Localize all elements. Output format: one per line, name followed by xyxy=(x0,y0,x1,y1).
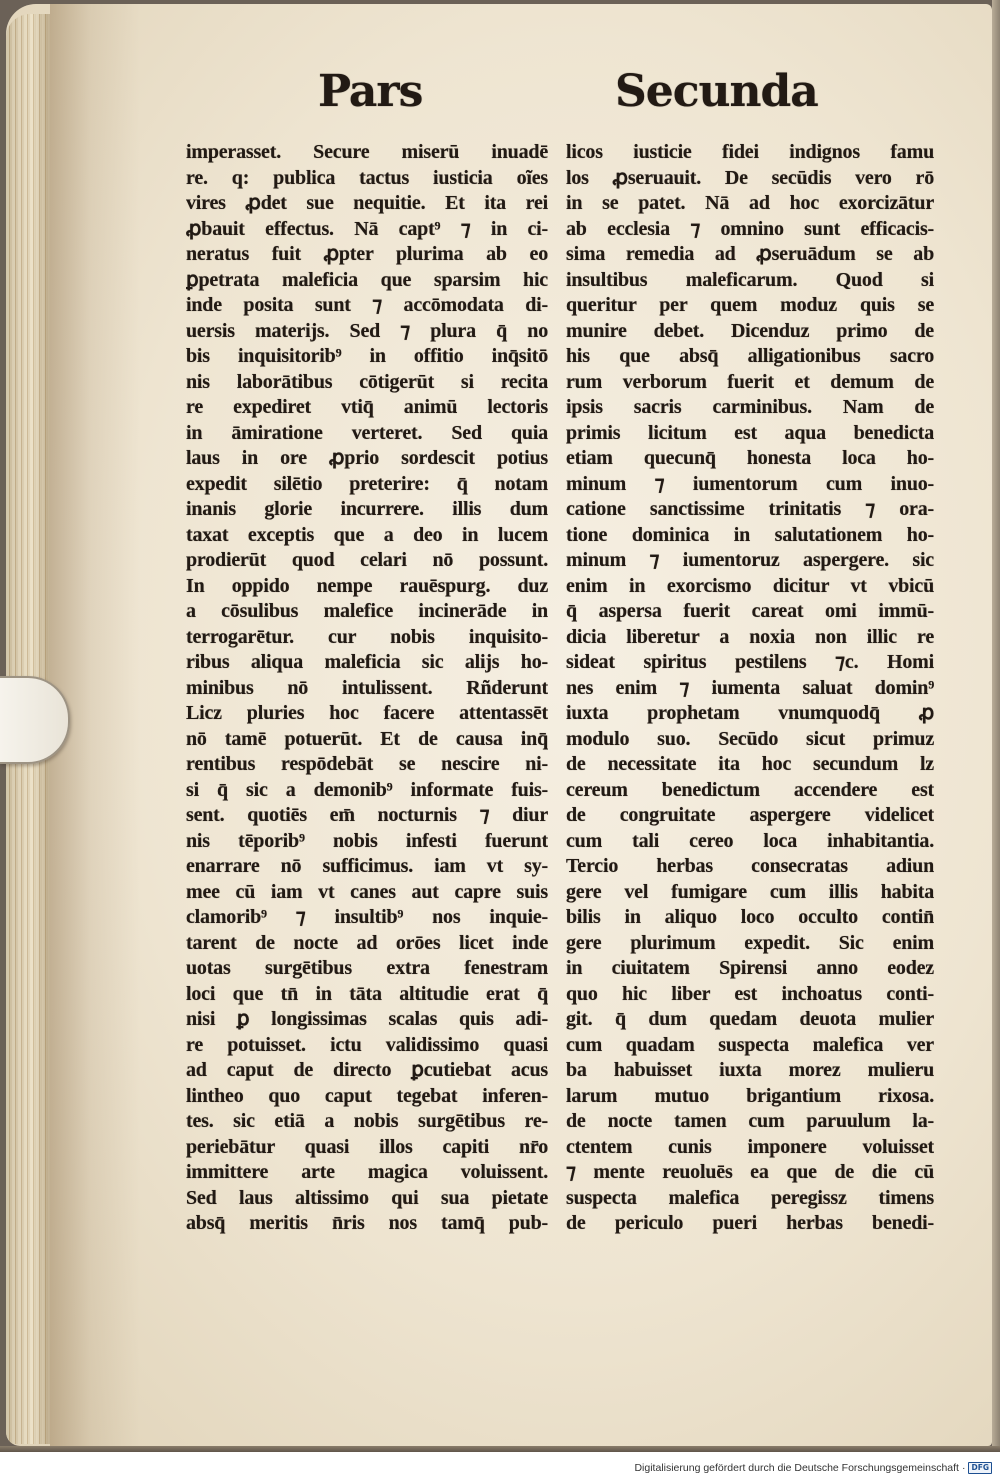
text-line: rentibus respōdebāt se nescire ni- xyxy=(186,753,548,775)
text-line: dicia liberetur a noxia non illic re xyxy=(566,625,934,648)
text-line: his que absq̄ alligationibus sacro xyxy=(566,345,934,367)
text-line: tione dominica in salutationem ho- xyxy=(566,523,934,546)
text-line: uotas surgētibus extra fenestram xyxy=(186,957,548,979)
text-line: expedit silētio preterire: q̄ notam xyxy=(186,472,548,495)
text-line: taxat exceptis que a deo in lucem xyxy=(186,523,548,546)
text-line: re potuisset. ictu validissimo quasi xyxy=(186,1033,548,1056)
text-line: ꝓbauit effectus. Nā capt⁹ ⁊ in ci- xyxy=(186,217,548,240)
text-line: re expediret vtiq̄ animū lectoris xyxy=(186,396,548,418)
text-line: queritur per quem moduz quis se xyxy=(566,294,934,316)
text-line: bilis in aliquo loco occulto contin̄ xyxy=(566,906,934,928)
text-line: modulo suo. Secūdo sicut primuz xyxy=(566,727,934,750)
text-line: immittere arte magica voluissent. xyxy=(186,1161,548,1183)
dfg-logo-icon: DFG xyxy=(968,1462,992,1474)
text-column-right xyxy=(566,140,934,1237)
text-line: cereum benedictum accendere est xyxy=(566,778,934,801)
text-line: cum tali cereo loca inhabitantia. xyxy=(566,829,934,852)
text-line: nis tēporib⁹ nobis infesti fuerunt xyxy=(186,829,548,852)
book-page xyxy=(6,4,992,1446)
text-line: in ciuitatem Spirensi anno eodez xyxy=(566,957,934,979)
text-line: lintheo quo caput tegebat inferen- xyxy=(186,1084,548,1107)
text-line: in āmiratione verteret. Sed quia xyxy=(186,421,548,444)
text-line: de congruitate aspergere videlicet xyxy=(566,804,934,826)
running-head-left: Pars xyxy=(318,66,423,117)
footer-separator: · xyxy=(961,1462,966,1474)
text-line: nisi ꝑ longissimas scalas quis adi- xyxy=(186,1008,548,1030)
running-head-right: Secunda xyxy=(615,66,818,117)
text-line: gere plurimum expedit. Sic enim xyxy=(566,931,934,954)
text-line: ctentem cunis imponere voluisset xyxy=(566,1135,934,1158)
text-line: larum mutuo brigantium rixosa. xyxy=(566,1084,934,1107)
text-line: etiam quecunq̄ honesta loca ho- xyxy=(566,447,934,469)
text-column-left xyxy=(186,140,548,1237)
text-line: licos iusticie fidei indignos famu xyxy=(566,141,934,163)
text-line: uersis materijs. Sed ⁊ plura q̄ no xyxy=(186,319,548,342)
text-line: enim in exorcismo dicitur vt vbicū xyxy=(566,574,934,597)
text-line: suspecta malefica peregissz timens xyxy=(566,1186,934,1209)
text-line: insultibus maleficarum. Quod si xyxy=(566,268,934,291)
text-line: catione sanctissime trinitatis ⁊ ora- xyxy=(566,498,934,520)
text-line: Tercio herbas consecratas adiun xyxy=(566,855,934,877)
text-line: iuxta prophetam vnumquodq̄ ꝓ xyxy=(566,702,934,724)
text-line: periebātur quasi illos capiti nr̄o xyxy=(186,1135,548,1158)
text-line: prodierūt quod celari nō possunt. xyxy=(186,549,548,571)
text-line: enarrare nō sufficimus. iam vt sy- xyxy=(186,855,548,877)
text-line: ipsis sacris carminibus. Nam de xyxy=(566,396,934,418)
text-line: primis licitum est aqua benedicta xyxy=(566,421,934,444)
text-line: los ꝓseruauit. De secūdis vero rō xyxy=(566,166,934,189)
text-line: absq̄ meritis n̄ris nos tamq̄ pub- xyxy=(186,1212,548,1234)
text-line: bis inquisitorib⁹ in offitio inq̄sitō xyxy=(186,345,548,367)
text-line: ribus aliqua maleficia sic alijs ho- xyxy=(186,651,548,673)
text-line: sima remedia ad ꝓseruādum se ab xyxy=(566,243,934,265)
text-line: munire debet. Dicenduz primo de xyxy=(566,319,934,342)
text-line: nis laborātibus cōtigerūt si recita xyxy=(186,370,548,393)
text-line: git. q̄ dum quedam deuota mulier xyxy=(566,1008,934,1030)
text-line: Sed laus altissimo qui sua pietate xyxy=(186,1186,548,1209)
text-line: ba habuisset iuxta morez mulieru xyxy=(566,1059,934,1081)
text-line: si q̄ sic a demonib⁹ informate fuis- xyxy=(186,778,548,801)
text-line: laus in ore ꝓprio sordescit potius xyxy=(186,447,548,469)
footer-text: Digitalisierung gefördert durch die Deutsche Forschungsgemeinschaft xyxy=(634,1462,959,1474)
text-line: vires ꝓdet sue nequitie. Et ita rei xyxy=(186,192,548,214)
text-line: neratus fuit ꝓpter plurima ab eo xyxy=(186,243,548,265)
text-line: loci que tn̄ in tāta altitudie erat q̄ xyxy=(186,982,548,1005)
text-line: quo hic liber est inchoatus conti- xyxy=(566,982,934,1005)
text-line: inde posita sunt ⁊ accōmodata di- xyxy=(186,294,548,316)
text-line: nes enim ⁊ iumenta saluat domin⁹ xyxy=(566,676,934,699)
text-line: gere vel fumigare cum illis habita xyxy=(566,880,934,903)
text-line: re. q: publica tactus iusticia oĩes xyxy=(186,166,548,189)
text-line: a cōsulibus malefice incinerāde in xyxy=(186,600,548,622)
text-line: in se patet. Nā ad hoc exorcizātur xyxy=(566,192,934,214)
text-line: ⁊ mente reuoluēs ea que de die cū xyxy=(566,1161,934,1183)
text-line: tarent de nocte ad orōes licet inde xyxy=(186,931,548,954)
text-line: q̄ aspersa fuerit careat omi immū- xyxy=(566,600,934,622)
text-line: minum ⁊ iumentorum cum inuo- xyxy=(566,472,934,495)
text-line: Licz pluries hoc facere attentassēt xyxy=(186,702,548,724)
text-line: minum ⁊ iumentoruz aspergere. sic xyxy=(566,549,934,571)
text-line: nō tamē potuerūt. Et de causa inq̄ xyxy=(186,727,548,750)
text-line: rum verborum fuerit et demum de xyxy=(566,370,934,393)
text-line: sent. quotiēs em̄ nocturnis ⁊ diur xyxy=(186,804,548,826)
funding-footer xyxy=(634,1461,992,1475)
text-line: inanis glorie incurrere. illis dum xyxy=(186,498,548,520)
text-line: imperasset. Secure miserū inuadē xyxy=(186,141,548,163)
page-right-edge xyxy=(992,0,1000,1446)
text-line: ab ecclesia ⁊ omnino sunt efficacis- xyxy=(566,217,934,240)
text-line: de nocte tamen cum paruulum la- xyxy=(566,1110,934,1132)
text-line: tes. sic etiā a nobis surgētibus re- xyxy=(186,1110,548,1132)
text-line: clamorib⁹ ⁊ insultib⁹ nos inquie- xyxy=(186,906,548,928)
text-line: In oppido nempe rauēspurg. duz xyxy=(186,574,548,597)
text-line: ad caput de directo ꝑcutiebat acus xyxy=(186,1059,548,1081)
text-line: sideat spiritus pestilens ⁊c. Homi xyxy=(566,651,934,673)
text-line: mee cū iam vt canes aut capre suis xyxy=(186,880,548,903)
text-line: cum quadam suspecta malefica ver xyxy=(566,1033,934,1056)
text-line: terrogarētur. cur nobis inquisito- xyxy=(186,625,548,648)
text-line: ꝑpetrata maleficia que sparsim hic xyxy=(186,268,548,291)
text-line: de periculo pueri herbas benedi- xyxy=(566,1212,934,1234)
text-line: minibus nō intulissent. Rñderunt xyxy=(186,676,548,699)
text-line: de necessitate ita hoc secundum lz xyxy=(566,753,934,775)
